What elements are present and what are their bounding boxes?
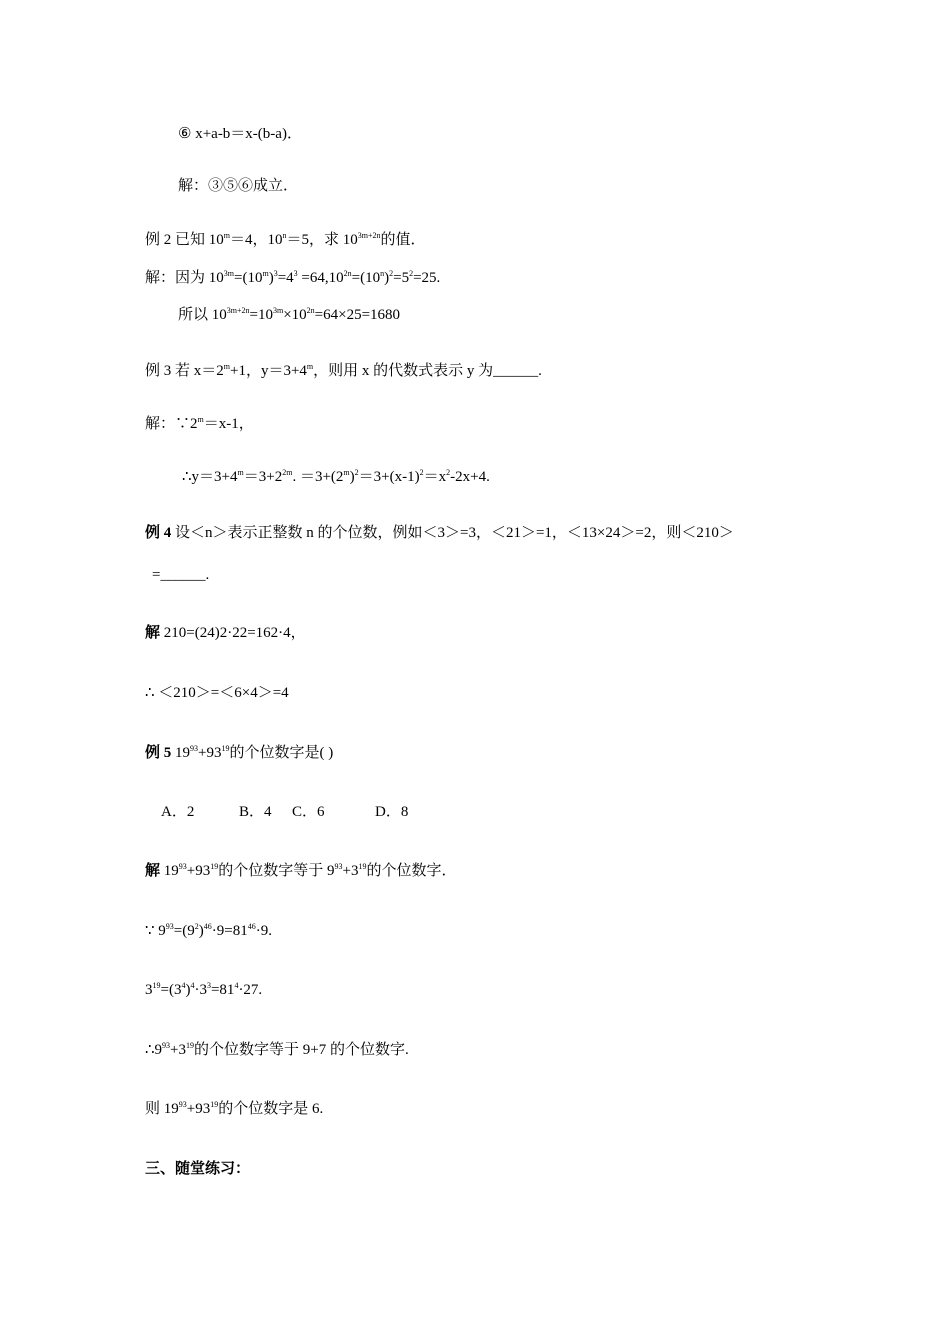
example-5-solution-4: $\therefore 9^{93}+3^{19}$的个位数字等于 9+7 的个位数字. <box>145 1041 409 1058</box>
example-2-solution-1: 解：因为 $10^{3m}=(10^m)^3=4^3 =64,10^{2n}=(10^n)^2=5^2=25$. <box>145 269 441 286</box>
example-5-solution-1: 解 $19^{93}+93^{19}$的个位数字等于 $9^{93}+3^{19}$的个位数字． <box>145 862 457 879</box>
example-3-question: 例 3 若 $x=2^m+1$，$y=3+4^m$，则用 x 的代数式表示 y 为______. <box>145 362 542 379</box>
option-a: A．2 <box>161 804 195 820</box>
example-5-question: 例 5 $19^{93}+93^{19}$的个位数字是( ) <box>145 744 334 761</box>
example-5-solution-5: 则 $19^{93}+93^{19}$的个位数字是 6. <box>145 1100 324 1117</box>
option-c: C．6 <box>292 804 325 820</box>
example-2-solution-2: 所以 $10^{3m+2n}=10^{3m}\times 10^{2n}=64\times 25=1680$ <box>178 306 401 323</box>
example-2-question: 例 2 已知 $10^m=4$，$10^n=5$，求 $10^{3m+2n}$的值． <box>145 231 426 248</box>
example-4-question-2: =______. <box>152 567 210 583</box>
example-5-solution-3: $3^{19}=(3^4)^4\cdot 3^3=81^4\cdot 27$. <box>145 981 263 998</box>
line-solution-1: 解：③⑤⑥成立． <box>178 178 299 194</box>
option-b: B．4 <box>239 804 272 820</box>
example-4-solution-1: 解 210=(24)2·22=162·4， <box>145 625 306 641</box>
example-5-solution-2: ∵ $9^{93}=(9^2)^{46}\cdot 9=81^{46}\cdot 9$. <box>145 922 272 939</box>
option-d: D．8 <box>375 804 409 820</box>
example-5-options <box>161 802 408 822</box>
section-heading-practice: 三、随堂练习： <box>145 1161 251 1177</box>
example-3-solution-1: 解：$\because 2^m=x-1$， <box>145 415 254 432</box>
line-6: ⑥ x+a-b＝x-(b-a)． <box>178 126 302 142</box>
example-4-solution-2: ∴ ＜210＞=＜6×4＞=4 <box>145 685 289 701</box>
example-3-solution-2: $\therefore y=3+4^m=3+2^{2m}$. $=3+(2^m)^2=3+(x-1)^2=x^2-2x+4$. <box>182 468 490 485</box>
example-4-question-1: 例 4 设＜n＞表示正整数 n 的个位数，例如＜3＞=3，＜21＞=1，＜13×24＞=2，则＜210＞ <box>145 525 734 541</box>
